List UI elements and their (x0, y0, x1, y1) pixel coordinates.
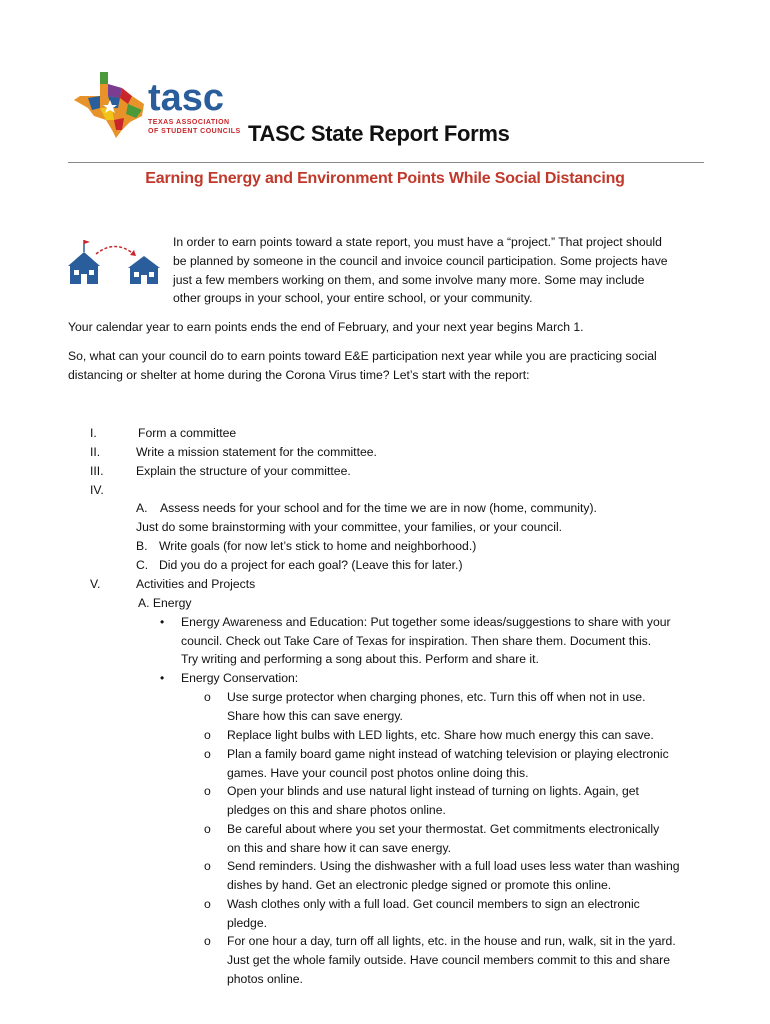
bullet-icon: • (160, 671, 165, 685)
sub-bullet-text: Be careful about where you set your thermostat. Get commitments electronically (227, 822, 660, 836)
question-paragraph-line2: distancing or shelter at home during the Corona Virus time? Let’s start with the report: (68, 368, 530, 382)
bullet-text: Energy Conservation: (181, 671, 299, 685)
sub-bullet-text: photos online. (227, 972, 303, 986)
sub-bullet-text: on this and share how it can save energy. (227, 841, 452, 855)
roman-numeral: I. (90, 426, 97, 440)
sub-bullet-text: Replace light bulbs with LED lights, etc. Share how much energy this can save. (227, 728, 654, 742)
intro-line: be planned by someone in the council and invoice council participation. Some projects have (173, 253, 668, 268)
sub-item: Write goals (for now let’s stick to home and neighborhood.) (159, 539, 477, 553)
sub-bullet-text: pledges on this and share photos online. (227, 803, 446, 817)
sub-bullet-text: pledge. (227, 916, 267, 930)
sub-bullet-icon: o (204, 897, 211, 911)
schoolhouse-icon (66, 238, 166, 286)
divider (68, 162, 704, 163)
texas-map-logo-icon (70, 70, 150, 140)
roman-numeral: IV. (90, 483, 104, 497)
sub-bullet-text: dishes by hand. Get an electronic pledge signed or promote this online. (227, 878, 612, 892)
intro-line: In order to earn points toward a state report, you must have a “project.” That project should (173, 235, 662, 249)
sub-bullet-text: Send reminders. Using the dishwasher with a full load uses less water than washing (227, 859, 680, 873)
sub-item: Assess needs for your school and for the time we are in now (home, community). (160, 501, 597, 515)
bullet-text: council. Check out Take Care of Texas for inspiration. Then share them. Document this. (181, 634, 652, 648)
sub-bullet-text: Wash clothes only with a full load. Get council members to sign an electronic (227, 897, 640, 911)
bullet-text: Energy Awareness and Education: Put together some ideas/suggestions to share with your (181, 615, 671, 629)
page-subtitle: Earning Energy and Environment Points While Social Distancing (145, 170, 625, 187)
logo-wordmark: tasc (148, 77, 225, 119)
intro-line: just a few members working on them, and some involve many more. Some may include (173, 272, 645, 287)
bullet-icon: • (160, 615, 165, 629)
calendar-paragraph: Your calendar year to earn points ends the end of February, and your next year begins March 1. (68, 320, 584, 334)
sub-item: Did you do a project for each goal? (Leave this for later.) (159, 558, 463, 572)
question-paragraph-line1: So, what can your council do to earn points toward E&E participation next year while you are practicing social (68, 349, 657, 363)
energy-label: A. Energy (138, 596, 192, 610)
sub-bullet-icon: o (204, 747, 211, 761)
sub-bullet-text: Use surge protector when charging phones, etc. Turn this off when not in use. (227, 690, 646, 704)
intro-line: other groups in your school, your entire school, or your community. (173, 291, 533, 306)
outline-item: Form a committee (138, 426, 237, 440)
sub-bullet-text: Share how this can save energy. (227, 709, 403, 723)
sub-bullet-icon: o (204, 934, 211, 948)
roman-numeral: II. (90, 445, 101, 459)
sub-bullet-icon: o (204, 822, 211, 836)
sub-marker: A. (136, 501, 148, 515)
bullet-text: Try writing and performing a song about this. Perform and share it. (181, 652, 539, 666)
sub-bullet-text: Open your blinds and use natural light instead of turning on lights. Again, get (227, 784, 639, 798)
sub-bullet-text: Plan a family board game night instead of watching television or playing electronic (227, 747, 669, 761)
roman-numeral: V. (90, 577, 101, 591)
sub-marker: C. (136, 558, 149, 572)
sub-bullet-text: games. Have your council post photos online doing this. (227, 766, 529, 780)
intro-paragraph (173, 233, 703, 308)
sub-item-cont: Just do some brainstorming with your committee, your families, or your council. (136, 520, 563, 534)
page-title: TASC State Report Forms (248, 121, 510, 146)
sub-bullet-icon: o (204, 690, 211, 704)
sub-bullet-icon: o (204, 859, 211, 873)
houses-illustration (66, 238, 166, 286)
sub-bullet-text: Just get the whole family outside. Have council members commit to this and share (227, 953, 671, 967)
outline-item: Explain the structure of your committee. (136, 464, 351, 478)
roman-numeral: III. (90, 464, 104, 478)
sub-bullet-text: For one hour a day, turn off all lights, etc. in the house and run, walk, sit in the yard. (227, 934, 676, 948)
sub-bullet-icon: o (204, 784, 211, 798)
section-title: Activities and Projects (136, 577, 256, 591)
sub-bullet-icon: o (204, 728, 211, 742)
sub-marker: B. (136, 539, 148, 553)
logo-subtitle: TEXAS ASSOCIATION OF STUDENT COUNCILS (148, 119, 241, 135)
outline-item: Write a mission statement for the committee. (136, 445, 377, 459)
